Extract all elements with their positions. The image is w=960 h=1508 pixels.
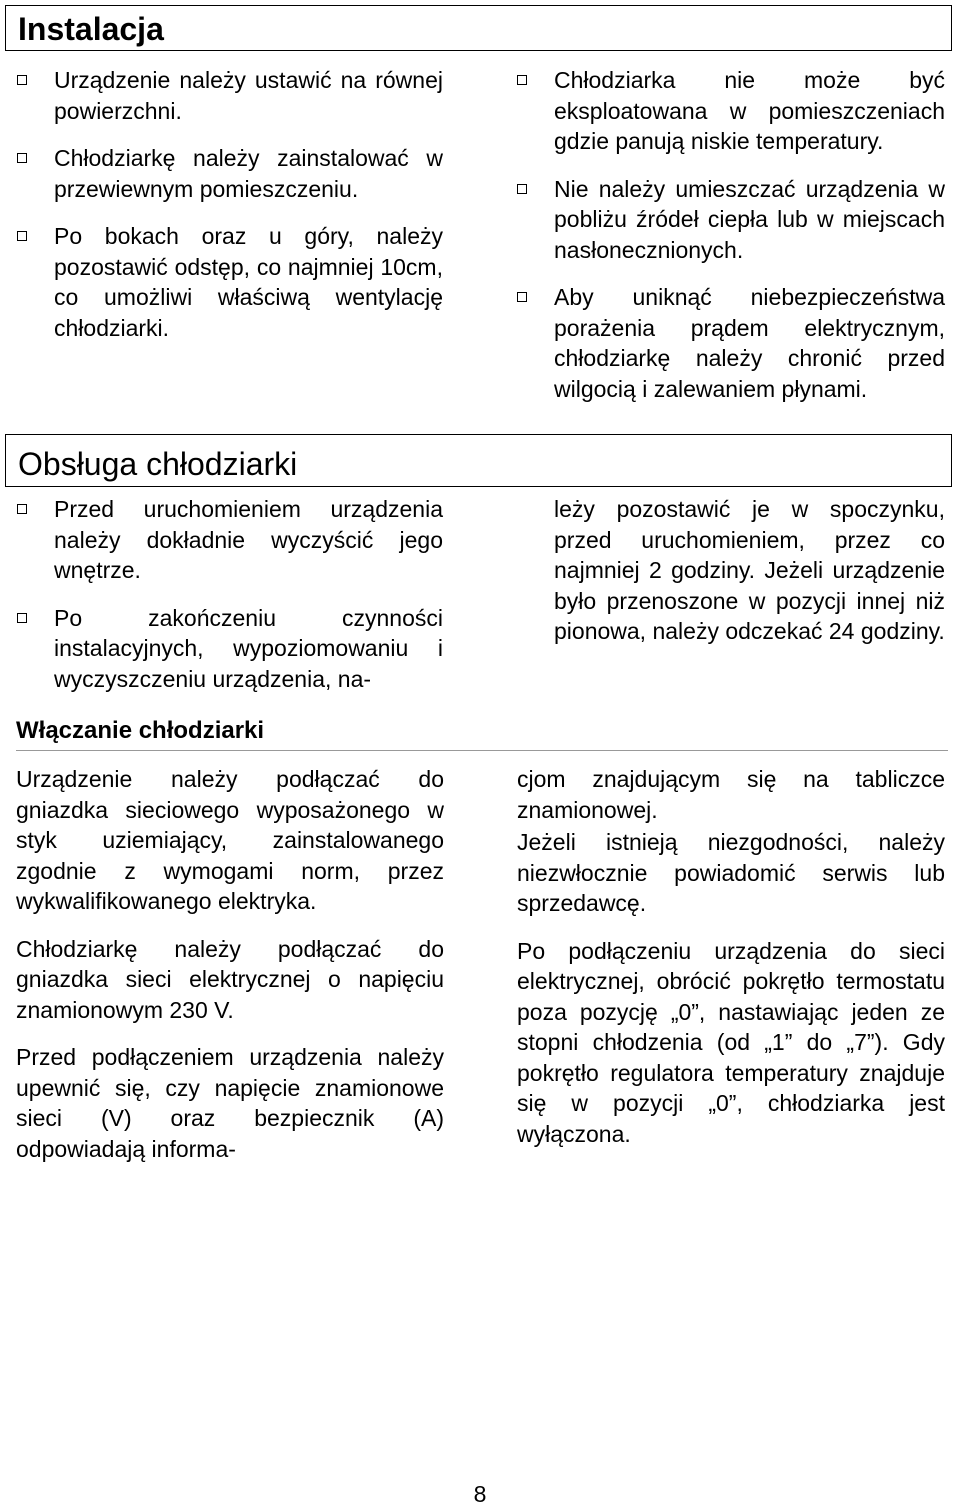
paragraph: cjom znajdującym się na tabliczce znamionowej. [517,766,945,823]
wlaczanie-right-column [517,764,945,1166]
obsluga-left-column [17,494,443,711]
list-item: Chłodziarkę należy zainstalować w przewiewnym pomieszczeniu. [17,143,443,204]
checkbox-bullet-icon [17,75,27,85]
list-item: Przed uruchomieniem urządzenia należy dokładnie wyczyścić jego wnętrze. [17,494,443,586]
page-number: 8 [473,1481,487,1507]
section-title-obsluga: Obsługa chłodziarki [5,434,952,487]
checkbox-bullet-icon [517,292,527,302]
list-item: Po zakończeniu czynności instalacyjnych, wypoziomowaniu i wyczyszczeniu urządzenia, na- [17,603,443,695]
list-item: Chłodziarka nie może być eksploatowana w pomieszczeniach gdzie panują niskie temperatury. [517,65,945,157]
list-item: Po bokach oraz u góry, należy pozostawić odstęp, co najmniej 10cm, co umożliwi właściwą wentylację chłodziarki. [17,221,443,343]
section-title-instalacja: Instalacja [5,5,952,51]
continuation-paragraph: leży pozostawić je w spoczynku, przed uruchomieniem, przez co najmniej 2 godziny. Jeżeli urządzenie było przenoszone w pozycji innej niż pionowa, należy odczekać 24 godziny. [554,496,945,644]
checkbox-bullet-icon [17,153,27,163]
paragraph: Urządzenie należy podłączać do gniazdka sieciowego wyposażonego w styk uziemiający, zainstalowanego zgodnie z wymogami norm, przez wykwalifikowanego elektryka. [16,766,444,914]
list-item: Urządzenie należy ustawić na równej powierzchni. [17,65,443,126]
paragraph: Przed podłączeniem urządzenia należy upewnić się, czy napięcie znamionowe sieci (V) oraz bezpiecznik (A) odpowiadają informa- [16,1044,444,1162]
checkbox-bullet-icon [17,504,27,514]
list-item: Aby uniknąć niebezpieczeństwa porażenia prądem elektrycznym, chłodziarkę należy chronić przed wilgocią i zalewaniem płynami. [517,282,945,404]
instalacja-left-column [17,65,443,360]
checkbox-bullet-icon [17,231,27,241]
checkbox-bullet-icon [517,75,527,85]
checkbox-bullet-icon [517,184,527,194]
wlaczanie-left-column [16,764,444,1181]
instalacja-right-column [517,65,945,421]
checkbox-bullet-icon [17,613,27,623]
section-title-wlaczanie: Włączanie chłodziarki [16,716,948,751]
paragraph: Jeżeli istnieją niezgodności, należy niezwłocznie powiadomić serwis lub sprzedawcę. [517,829,945,916]
paragraph: Po podłączeniu urządzenia do sieci elektrycznej, obrócić pokrętło termostatu poza pozycję „0”, nastawiając jeden ze stopni chłodzenia (od „1” do „7”). Gdy pokrętło regulatora temperatury znajduje się w pozycji „0”, chłodziarka jest wyłączona. [517,937,945,1147]
list-item: Nie należy umieszczać urządzenia w pobliżu źródeł ciepła lub w miejscach nasłonecznionych. [517,174,945,266]
paragraph: Chłodziarkę należy podłączać do gniazdka sieci elektrycznej o napięciu znamionowym 230 V. [16,935,444,1023]
obsluga-right-column [554,494,945,664]
